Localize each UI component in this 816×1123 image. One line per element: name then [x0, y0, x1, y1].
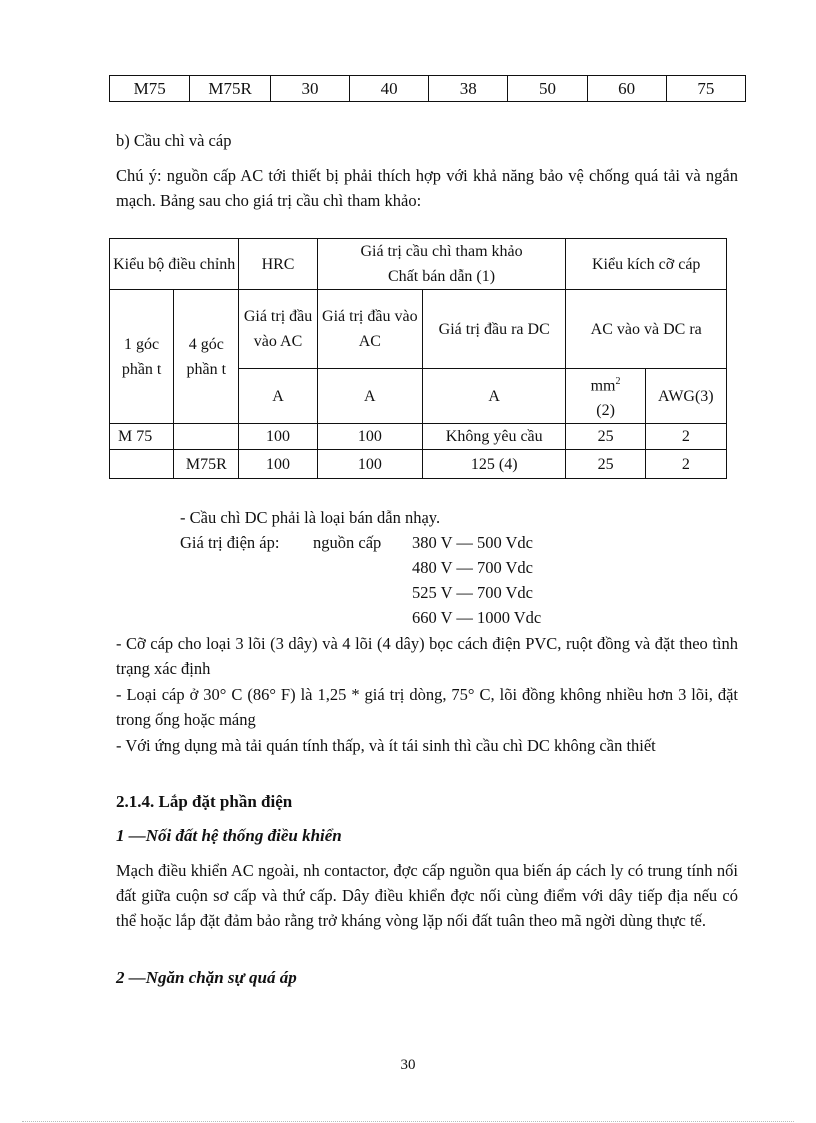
table-cell: 75: [666, 76, 745, 102]
voltage-line: 660 V — 1000 Vdc: [412, 608, 542, 627]
cell-mm2: 25: [566, 450, 645, 479]
header-fuse-value: [317, 239, 566, 290]
cell-ac: 100: [317, 450, 422, 479]
table-cell: M75R: [190, 76, 271, 102]
note-low-inductive: - Với ứng dụng mà tải quán tính thấp, và ít tái sinh thì cầu chì DC không cần thiết: [116, 736, 656, 755]
header-ac-input-hrc: Giá trị đầu vào AC: [239, 290, 317, 369]
cell-mm2: 25: [566, 424, 645, 450]
cell-awg: 2: [645, 424, 726, 450]
supply-label: nguồn cấp: [313, 533, 382, 552]
header-semiconductor-text: Chất bán dẫn (1): [388, 268, 496, 285]
cell-one-quadrant: M 75: [110, 424, 174, 450]
cell-hrc: 100: [239, 424, 317, 450]
unit-a: A: [422, 369, 565, 424]
header-ac-input-semi: Giá trị đầu vào AC: [317, 290, 422, 369]
table-cell: 38: [429, 76, 508, 102]
header-hrc: HRC: [239, 239, 317, 290]
unit-mm2: [566, 369, 645, 424]
unit-mm2-note: (2): [596, 402, 615, 420]
top-table: [109, 75, 746, 102]
table-cell: M75: [110, 76, 190, 102]
note-cable-size: - Cỡ cáp cho loại 3 lõi (3 dây) và 4 lõi (4 dây) bọc cách điện PVC, ruột đồng và đặt theo tình trạng xác định: [116, 634, 738, 678]
cell-four-quadrant: [174, 424, 239, 450]
unit-a: A: [239, 369, 317, 424]
table-row: [110, 290, 727, 369]
subsection-overvoltage: 2 —Ngăn chặn sự quá áp: [116, 968, 297, 987]
cell-dc: Không yêu cầu: [422, 424, 565, 450]
section-b-title: b) Cầu chì và cáp: [116, 131, 232, 150]
voltage-line: 480 V — 700 Vdc: [412, 558, 534, 577]
table-row: [110, 76, 746, 102]
table-cell: 60: [587, 76, 666, 102]
header-four-quadrant: 4 góc phần t: [174, 290, 239, 424]
header-dc-output: Giá trị đầu ra DC: [422, 290, 565, 369]
header-one-quadrant: 1 góc phần t: [110, 290, 174, 424]
unit-mm2-superscript: 2: [615, 376, 621, 387]
note-dc-fuse: - Cầu chì DC phải là loại bán dẫn nhạy.: [180, 508, 441, 527]
voltage-line: 525 V — 700 Vdc: [412, 583, 534, 602]
unit-mm2-text: mm: [590, 377, 616, 395]
header-controller: Kiểu bộ điều chỉnh: [110, 239, 239, 290]
section-heading: 2.1.4. Lắp đặt phần điện: [116, 792, 293, 811]
page-number: 30: [400, 1057, 416, 1073]
table-cell: 30: [270, 76, 349, 102]
table-cell: 40: [350, 76, 429, 102]
table-row: [110, 239, 727, 290]
cell-dc: 125 (4): [422, 450, 565, 479]
table-row: [110, 424, 727, 450]
header-ac-dc-cable: AC vào và DC ra: [566, 290, 727, 369]
unit-awg: AWG(3): [645, 369, 726, 424]
table-row: [110, 450, 727, 479]
table-cell: 50: [508, 76, 587, 102]
cell-one-quadrant: [110, 450, 174, 479]
cell-four-quadrant: M75R: [174, 450, 239, 479]
subsection-grounding: 1 —Nối đất hệ thống điều khiển: [116, 826, 342, 845]
note-cable-type: - Loại cáp ở 30° C (86° F) là 1,25 * giá trị dòng, 75° C, lõi đồng không nhiều hơn 3 lõi, đặt trong ống hoặc máng: [116, 685, 738, 729]
fuse-table: [109, 238, 727, 479]
header-fuse-value-text: Giá trị cầu chì tham khảo: [360, 243, 523, 260]
unit-a: A: [317, 369, 422, 424]
voltage-line: 380 V — 500 Vdc: [412, 533, 534, 552]
voltage-label: Giá trị điện áp:: [180, 533, 280, 552]
paragraph-grounding: Mạch điều khiển AC ngoài, nh contactor, đợc cấp nguồn qua biến áp cách ly có trung tính nối đất giữa cuộn sơ cấp và thứ cấp. Dây điều khiển đợc nối cùng điểm với dây tiếp địa nếu có thể hoặc lắp đặt đảm bảo rằng trở kháng vòng lặp nối đất tuân theo mã ngời dùng thực tế.: [116, 861, 738, 930]
cell-ac: 100: [317, 424, 422, 450]
page-bottom-divider: [22, 1121, 794, 1122]
header-cable: Kiểu kích cỡ cáp: [566, 239, 727, 290]
cell-hrc: 100: [239, 450, 317, 479]
section-b-note: Chú ý: nguồn cấp AC tới thiết bị phải thích hợp với khả năng bảo vệ chống quá tải và ngắn mạch. Bảng sau cho giá trị cầu chì tham khảo:: [116, 166, 738, 210]
cell-awg: 2: [645, 450, 726, 479]
